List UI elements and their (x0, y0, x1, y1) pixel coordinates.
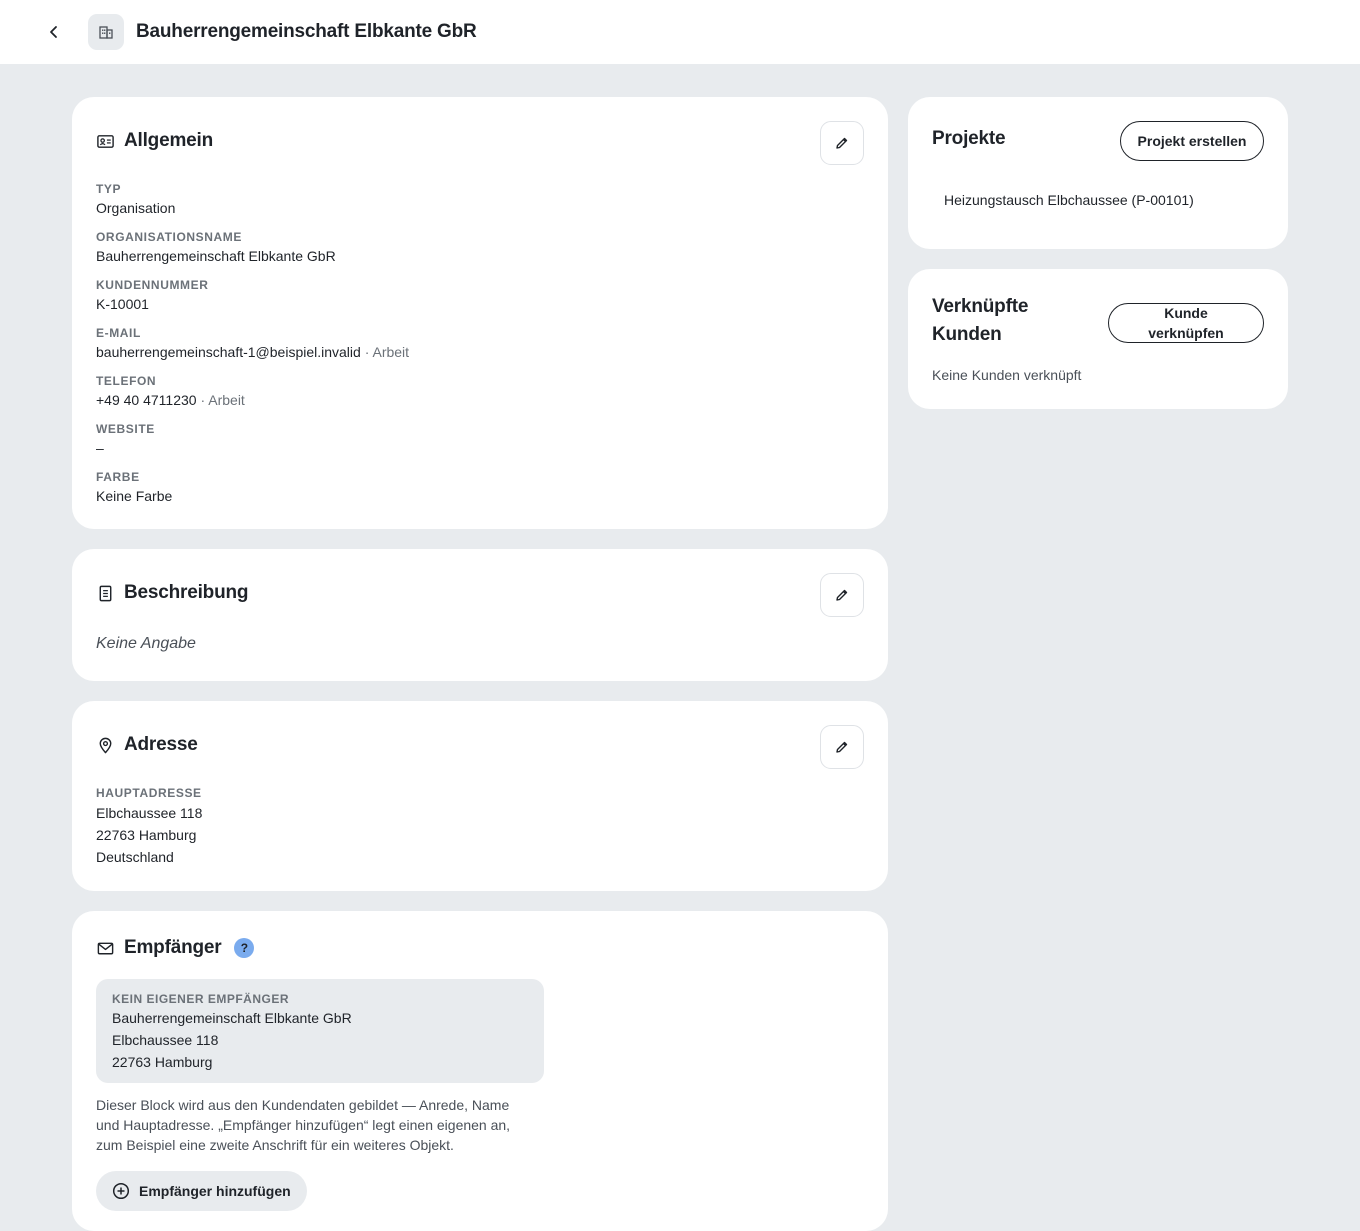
general-title: Allgemein (124, 130, 213, 151)
customer-number-label: KUNDENNUMMER (96, 278, 209, 292)
projects-card (908, 97, 1288, 249)
phone-type: · Arbeit (196, 392, 245, 408)
edit-address-button[interactable] (820, 725, 864, 769)
general-card (72, 97, 888, 529)
edit-general-button[interactable] (820, 121, 864, 165)
address-title: Adresse (124, 734, 198, 755)
link-customer-label-line: Kunde (1164, 305, 1208, 321)
page-title: Bauherrengemeinschaft Elbkante GbR (136, 21, 477, 42)
description-card (72, 549, 888, 681)
help-icon[interactable]: ? (234, 938, 254, 958)
hint-line: und Hauptadresse. „Empfänger hinzufügen“ legt einen eigenen an, (96, 1117, 511, 1133)
color-value: Keine Farbe (96, 488, 173, 504)
link-customer-label-line: verknüpfen (1148, 325, 1224, 341)
create-project-button[interactable]: Projekt erstellen (1120, 121, 1264, 161)
email-value[interactable]: bauherrengemeinschaft-1@beispiel.invalid (96, 344, 361, 360)
linked-customers-title (932, 293, 1028, 349)
linked-title-line: Verknüpfte (932, 296, 1029, 317)
default-recipient-box (96, 979, 544, 1083)
back-button[interactable] (40, 18, 68, 46)
email-label: E-MAIL (96, 326, 141, 340)
email-type: · Arbeit (360, 344, 410, 360)
linked-customers-card (908, 269, 1288, 409)
linked-title-line: Kunden (932, 324, 1002, 345)
plus-circle-icon (112, 1182, 130, 1200)
default-recipient-label: KEIN EIGENER EMPFÄNGER (112, 992, 290, 1006)
building-icon (98, 24, 114, 40)
type-value: Organisation (96, 200, 176, 216)
recipient-line: Bauherrengemeinschaft Elbkante GbR (112, 1010, 352, 1026)
linked-customers-empty: Keine Kunden verknüpft (932, 367, 1082, 383)
add-recipient-label: Empfänger hinzufügen (139, 1183, 291, 1199)
top-bar (0, 0, 1360, 64)
pencil-icon (834, 587, 850, 603)
project-item[interactable]: Heizungstausch Elbchaussee (P-00101) (944, 192, 1194, 208)
customer-number-value: K-10001 (96, 296, 149, 312)
description-header (96, 582, 248, 604)
recipients-title: Empfänger (124, 937, 222, 958)
recipient-line: Elbchaussee 118 (112, 1032, 219, 1048)
organisation-badge (88, 14, 124, 50)
website-label: WEBSITE (96, 422, 155, 436)
address-header (96, 734, 198, 756)
recipient-line: 22763 Hamburg (112, 1054, 213, 1070)
address-line: Deutschland (96, 849, 174, 865)
description-title: Beschreibung (124, 582, 249, 603)
orgname-label: ORGANISATIONSNAME (96, 230, 242, 244)
id-card-icon (96, 132, 115, 151)
address-line: 22763 Hamburg (96, 827, 197, 843)
map-pin-icon (96, 736, 115, 755)
address-card (72, 701, 888, 891)
chevron-left-icon (46, 24, 62, 40)
email-row (96, 343, 409, 361)
general-header (96, 130, 213, 152)
orgname-value: Bauherrengemeinschaft Elbkante GbR (96, 248, 336, 264)
edit-description-button[interactable] (820, 573, 864, 617)
description-value: Keine Angabe (96, 635, 196, 652)
pencil-icon (834, 739, 850, 755)
color-label: FARBE (96, 470, 140, 484)
recipients-card (72, 911, 888, 1231)
hint-line: Dieser Block wird aus den Kundendaten gebildet — Anrede, Name (96, 1097, 510, 1113)
phone-label: TELEFON (96, 374, 157, 388)
projects-title: Projekte (932, 128, 1006, 149)
phone-value[interactable]: +49 40 4711230 (96, 392, 197, 408)
mail-icon (96, 939, 115, 958)
pencil-icon (834, 135, 850, 151)
main-address-label: HAUPTADRESSE (96, 786, 202, 800)
address-line: Elbchaussee 118 (96, 805, 203, 821)
recipients-hint (96, 1095, 510, 1155)
document-icon (96, 584, 115, 603)
link-customer-button[interactable] (1108, 303, 1264, 343)
website-value: – (96, 440, 104, 456)
hint-line: zum Beispiel eine zweite Anschrift für ein weiteres Objekt. (96, 1137, 454, 1153)
phone-row (96, 391, 245, 409)
add-recipient-button[interactable] (96, 1171, 307, 1211)
recipients-header (96, 937, 254, 959)
type-label: TYP (96, 182, 122, 196)
